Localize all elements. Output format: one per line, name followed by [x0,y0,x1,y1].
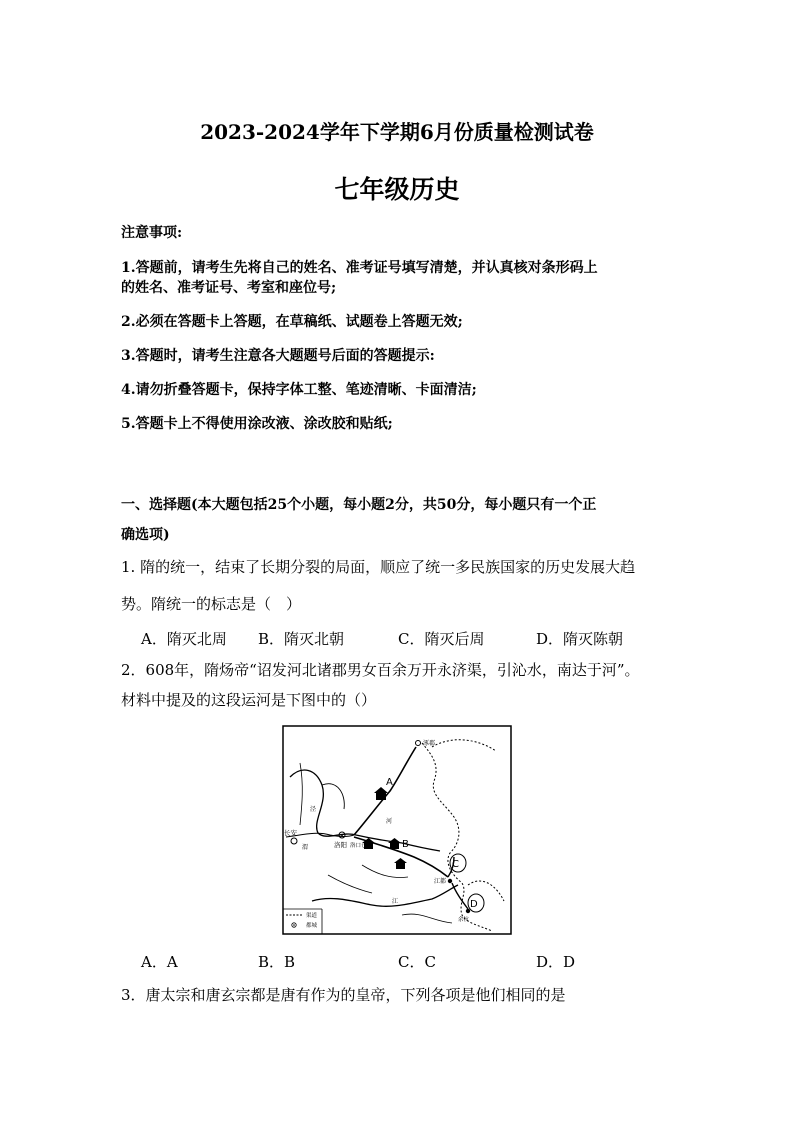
map-label-changan: 长安 [284,829,297,837]
map-label-b: B [402,839,409,850]
notice-item: 5.答题卡上不得使用涂改液、涂改胶和贴纸; [121,416,393,432]
notice-item: 4.请勿折叠答题卡，保持字体工整、笔迹清晰、卡面清洁; [121,382,477,398]
city-marker-icon [448,879,452,883]
map-label-jiang: 江 [392,898,399,905]
question-1-option-d: D．隋灭陈朝 [536,630,624,648]
map-label-jing: 泾 [310,806,317,813]
map-label-a: A [386,777,393,788]
notice-heading: 注意事项: [121,225,183,241]
map-label-luokoucang: 洛口仓 [350,843,367,849]
subject-title: 七年级历史 [334,175,460,204]
map-label-jiangdu: 江都 [434,878,447,885]
map-label-wei: 渭 [302,844,309,851]
map-label-yuhang: 余杭 [458,917,470,923]
question-1-text: 1. 隋的统一，结束了长期分裂的局面，顺应了统一多民族国家的历史发展大趋 [121,558,636,576]
map-label-d: D [470,899,478,910]
question-2-option-a: A．A [141,953,178,971]
notice-item: 2.必须在答题卡上答题，在草稿纸、试题卷上答题无效; [121,314,463,330]
question-1-text: 势。隋统一的标志是（ ） [121,595,302,613]
map-label-luoyang: 洛阳 [334,841,347,849]
section-heading: 确选项) [121,527,170,543]
question-2-text: 2．608年，隋炀帝“诏发河北诸郡男女百余万开永济渠，引沁水，南达于河”。 [121,661,640,679]
question-2-option-b: B．B [258,953,296,971]
question-2-option-c: C．C [398,953,436,971]
grand-canal-map [282,725,512,935]
map-label-zhuojun: 涿郡 [423,740,436,747]
question-2-option-d: D．D [536,953,576,971]
map-legend-canal: 渠道 [306,913,318,919]
question-1-option-c: C．隋灭后周 [398,630,485,648]
question-2-text: 材料中提及的这段运河是下图中的（） [121,691,377,709]
notice-item: 3.答题时，请考生注意各大题题号后面的答题提示: [121,348,435,364]
question-1-option-b: B．隋灭北朝 [258,630,345,648]
notice-item: 的姓名、准考证号、考室和座位号; [121,280,337,296]
map-legend-city: 都城 [306,923,318,929]
section-heading: 一、选择题(本大题包括25个小题，每小题2分，共50分，每小题只有一个正 [121,497,597,513]
question-3-text: 3．唐太宗和唐玄宗都是唐有作为的皇帝，下列各项是他们相同的是 [121,986,566,1004]
map-label-c: C [452,859,459,870]
exam-title: 2023-2024学年下学期6月份质量检测试卷 [200,120,594,144]
question-1-option-a: A．隋灭北周 [141,630,227,648]
notice-item: 1.答题前，请考生先将自己的姓名、准考证号填写清楚，并认真核对条形码上 [121,260,598,276]
map-label-he: 河 [386,818,393,825]
